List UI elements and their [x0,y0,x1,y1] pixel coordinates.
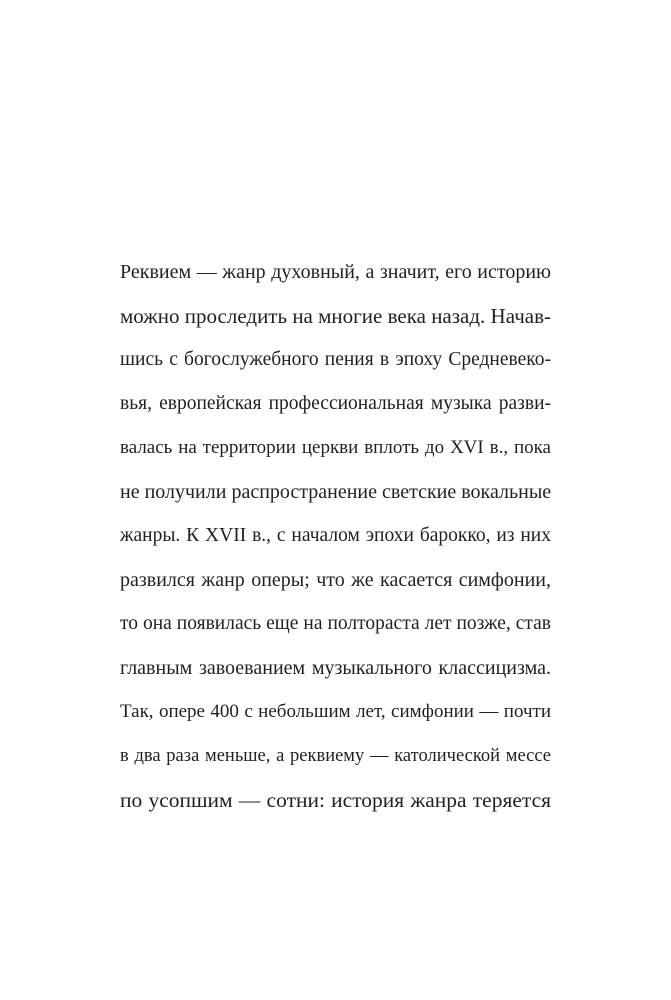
text-line: Реквием — жанр духовный, а значит, его историю [120,261,551,283]
text-line: не получили распространение светские вокальные [120,481,552,503]
text-line: главным завоеванием музыкального классицизма. [120,657,551,679]
text-line: развился жанр оперы; что же касается симфонии, [120,569,551,591]
text-line: вья, европейская профессиональная музыка разви- [120,393,551,414]
text-line: можно проследить на многие века назад. Начав- [120,304,551,328]
text-line: шись с богослужебного пения в эпоху Средневеко- [120,349,551,370]
body-text [120,255,551,827]
text-line: жанры. К XVII в., с началом эпохи барокко, из них [120,525,551,546]
text-line: в два раза меньше, а реквиему — католической мессе [120,746,551,766]
text-line: Так, опере 400 с небольшим лет, симфонии — почти [120,701,551,722]
text-line: валась на территории церкви вплоть до XVI в., пока [120,437,551,458]
text-line: по усопшим — сотни: история жанра теряется [120,788,551,812]
text-line: то она появилась еще на полтораста лет позже, став [120,613,551,634]
